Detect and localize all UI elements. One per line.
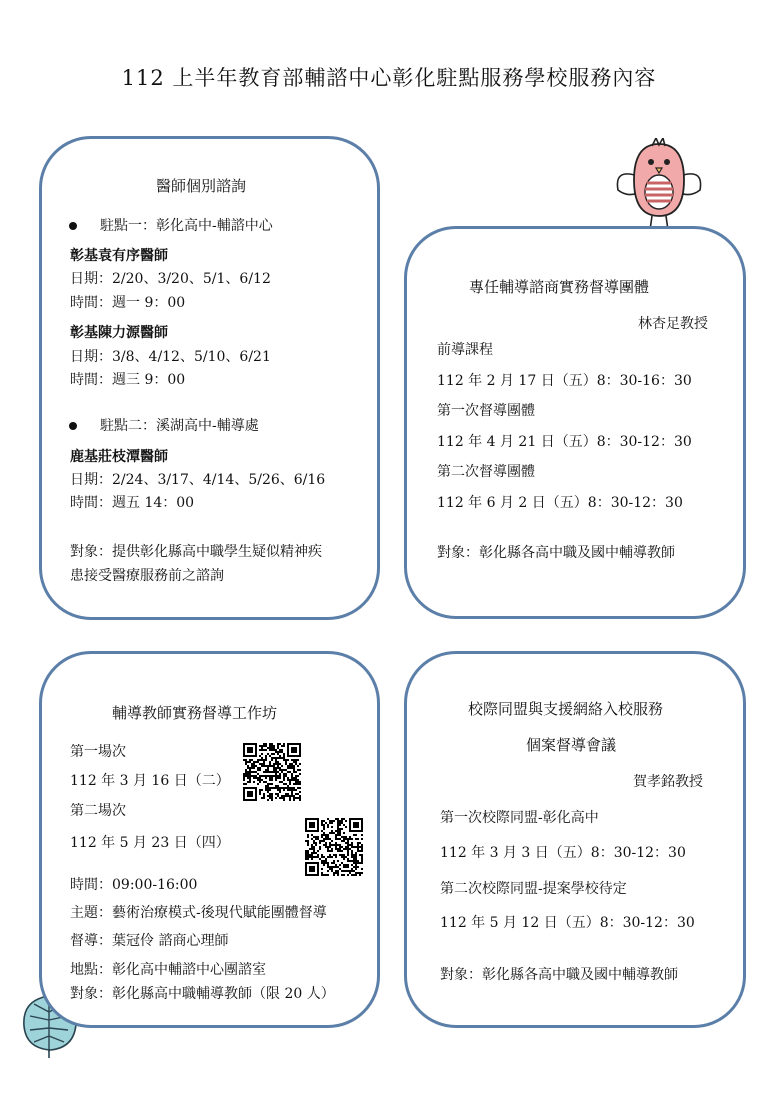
doctor1-dates: 日期：2/20、3/20、5/1、6/12	[70, 271, 271, 287]
supervision-item3-label: 第二次督導團體	[437, 464, 535, 480]
doctor2-name: 彰基陳力源醫師	[70, 325, 168, 341]
alliance-item2-date: 112 年 5 月 12 日（五）8：30-12：30	[440, 915, 695, 931]
site2-label: 駐點二：溪湖高中-輔導處	[100, 418, 259, 434]
workshop-topic: 主題：藝術治療模式-後現代賦能團體督導	[70, 905, 327, 921]
doctor1-name: 彰基袁有序醫師	[70, 248, 168, 264]
session2-label: 第二場次	[70, 803, 126, 819]
session1-qr-code[interactable]	[243, 743, 301, 801]
supervision-item3-date: 112 年 6 月 2 日（五）8：30-12：30	[437, 495, 683, 511]
supervision-target: 對象：彰化縣各高中職及國中輔導教師	[437, 545, 675, 561]
doctor-consultation-panel	[39, 136, 380, 620]
alliance-service-panel	[404, 651, 746, 1028]
alliance-item1-label: 第一次校際同盟-彰化高中	[440, 810, 599, 826]
workshop-location: 地點：彰化高中輔諮中心團諮室	[70, 962, 266, 978]
session1-date: 112 年 3 月 16 日（二）	[70, 773, 230, 789]
workshop-supervisor: 督導：葉冠伶 諮商心理師	[70, 933, 229, 949]
supervision-professor: 林杏足教授	[638, 316, 708, 332]
supervision-item2-date: 112 年 4 月 21 日（五）8：30-12：30	[437, 434, 692, 450]
alliance-item1-date: 112 年 3 月 3 日（五）8：30-12：30	[440, 845, 686, 861]
doctor3-name: 鹿基莊枝潭醫師	[70, 449, 168, 465]
alliance-heading-line1: 校際同盟與支援網絡入校服務	[468, 700, 664, 718]
workshop-panel	[39, 651, 380, 1028]
session2-qr-code[interactable]	[305, 818, 363, 876]
supervision-item1-date: 112 年 2 月 17 日（五）8：30-16：30	[437, 373, 692, 389]
session2-date: 112 年 5 月 23 日（四）	[70, 835, 230, 851]
doctor3-dates: 日期：2/24、3/17、4/14、5/26、6/16	[70, 472, 326, 488]
doctor-heading: 醫師個別諮詢	[156, 177, 247, 195]
bird-illustration	[612, 138, 706, 234]
workshop-target: 對象：彰化縣高中職輔導教師（限 20 人）	[70, 986, 335, 1002]
alliance-item2-label: 第二次校際同盟-提案學校待定	[440, 881, 627, 897]
supervision-item1-label: 前導課程	[437, 342, 493, 358]
session1-label: 第一場次	[70, 744, 126, 760]
supervision-group-panel	[404, 226, 746, 619]
supervision-heading: 專任輔導諮商實務督導團體	[469, 278, 650, 296]
doctor-target-line2: 患接受醫療服務前之諮詢	[70, 568, 224, 584]
doctor2-time: 時間：週三 9：00	[70, 372, 186, 388]
doctor1-time: 時間：週一 9：00	[70, 295, 186, 311]
doctor3-time: 時間：週五 14：00	[70, 495, 195, 511]
doctor-target-line1: 對象：提供彰化縣高中職學生疑似精神疾	[70, 544, 322, 560]
alliance-professor: 賀孝銘教授	[633, 774, 703, 790]
bullet-icon	[69, 422, 77, 430]
site1-label: 駐點一：彰化高中-輔諮中心	[100, 218, 273, 234]
doctor2-dates: 日期：3/8、4/12、5/10、6/21	[70, 349, 271, 365]
supervision-item2-label: 第一次督導團體	[437, 403, 535, 419]
page-title: 112 上半年教育部輔諮中心彰化駐點服務學校服務內容	[121, 66, 657, 90]
bullet-icon	[69, 222, 77, 230]
alliance-target: 對象：彰化縣各高中職及國中輔導教師	[440, 967, 678, 983]
workshop-heading: 輔導教師實務督導工作坊	[112, 704, 278, 722]
workshop-time: 時間：09:00-16:00	[70, 877, 198, 893]
alliance-heading-line2: 個案督導會議	[526, 736, 617, 754]
